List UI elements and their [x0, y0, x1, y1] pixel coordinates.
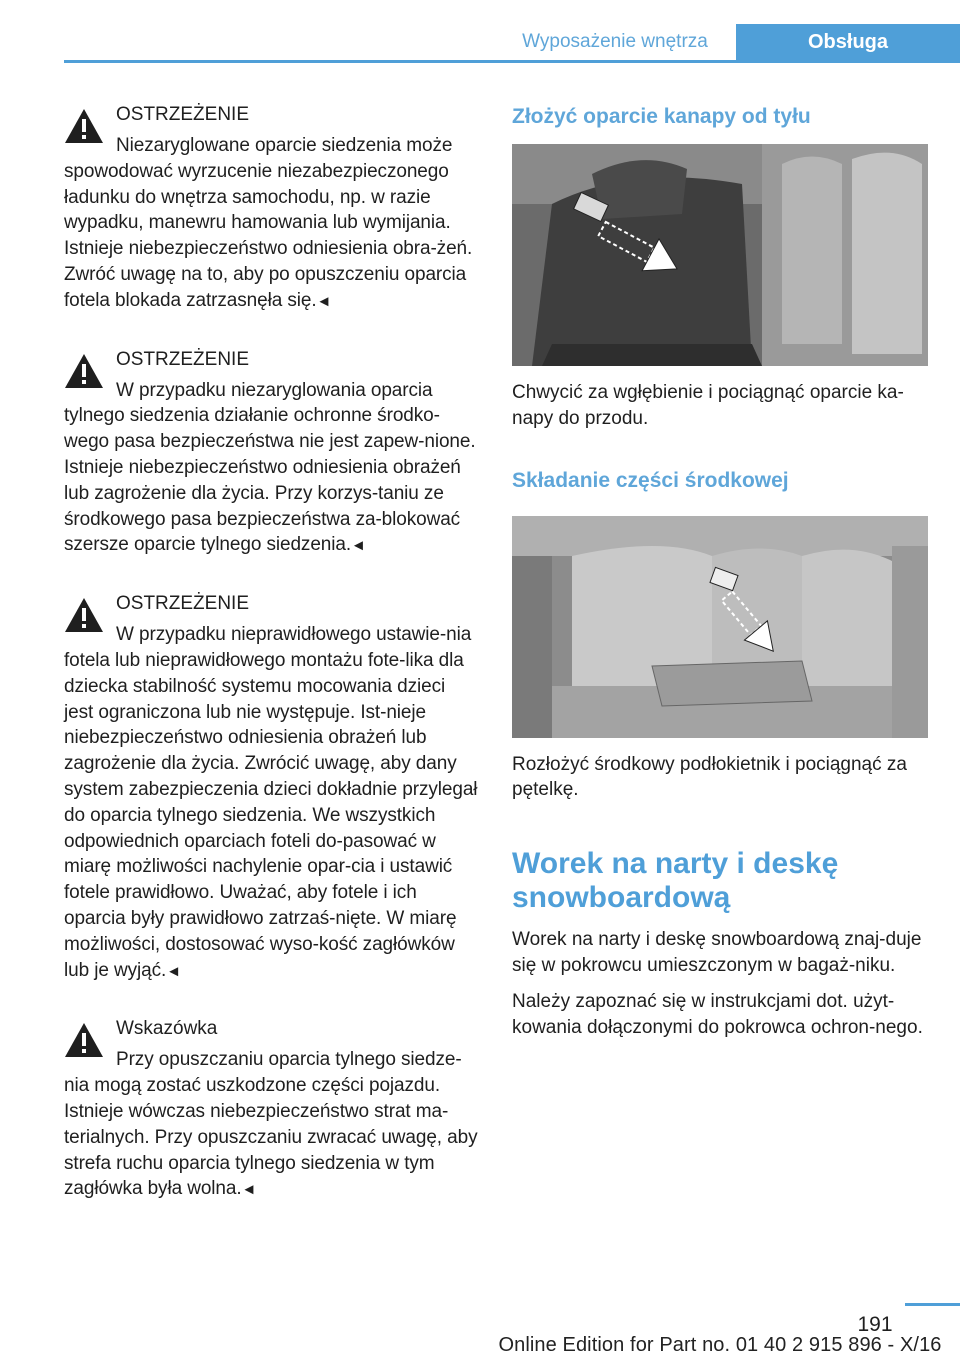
middle-section-text: Rozłożyć środkowy podłokietnik i pociągnąć za pętelkę.: [512, 753, 907, 801]
middle-section-heading: Składanie części środkowej: [512, 468, 789, 492]
header-section-title: Wyposażenie wnętrza: [522, 31, 708, 52]
end-mark: ◄: [166, 962, 181, 980]
middle-section-photo: [512, 516, 928, 738]
warning-block: [64, 589, 478, 984]
warning-title: OSTRZEŻENIE: [116, 104, 250, 125]
warning-text: W przypadku niezaryglowania oparcia tylnego siedzenia działanie ochronne środko‐wego pasa bezpieczeństwa nie jest zapew‐nione. Istnieje niebezpieczeństwo odniesienia obrażeń lub zagrożenie dla życia. Przy korzys‐taniu ze środkowego pasa bezpieczeństwa za‐blokować szersze oparcie tylnego siedzenia.◄: [64, 379, 476, 556]
warning-title: OSTRZEŻENIE: [116, 593, 250, 615]
note-title: Wskazówka: [116, 1018, 218, 1040]
end-mark: ◄: [241, 1181, 257, 1199]
warnings-column: [64, 100, 478, 1233]
note-text: Przy opuszczaniu oparcia tylnego siedze‐nia mogą zostać uszkodzone części pojazdu. Istnieje wówczas niebezpieczeństwo strat ma‐terialnych. Przy opuszczaniu zwracać uwagę, aby strefa ruchu oparcia tylnego siedzenia w tym zagłówka była wolna.◄: [64, 1049, 478, 1200]
ski-bag-heading: Worek na narty i deskę snowboardową: [512, 847, 839, 915]
fold-backrest-heading: Złożyć oparcie kanapy od tyłu: [512, 105, 811, 128]
end-mark: ◄: [351, 537, 366, 555]
warning-triangle-icon: [64, 108, 104, 144]
warning-title: OSTRZEŻENIE: [116, 348, 250, 370]
right-column: [512, 100, 928, 1040]
warning-triangle-icon: [64, 597, 104, 633]
warning-block: [64, 100, 478, 315]
warning-text: Niezaryglowane oparcie siedzenia może spowodować wyrzucenie niezabezpieczonego ładunku do wnętrza samochodu, np. w razie wypadku, manewru hamowania lub wymijania. Istnieje niebezpieczeństwo odniesienia obra‐żeń. Zwróć uwagę na to, aby po opuszczeniu oparcia fotela blokada zatrzasnęła się.◄: [64, 135, 473, 311]
header-rule: [64, 60, 960, 63]
note-triangle-icon: [64, 1022, 104, 1058]
warning-block: [64, 345, 478, 560]
ski-bag-text-1: Worek na narty i deskę snowboardową znaj‐duje się w pokrowcu umieszczonym w bagaż‐niku.: [512, 929, 922, 976]
header-chapter-tab: Obsługa: [736, 24, 960, 60]
edition-footer: Online Edition for Part no. 01 40 2 915 896 - X/16: [498, 1334, 942, 1356]
page-number: 191: [857, 1313, 893, 1336]
fold-backrest-text: Chwycić za wgłębienie i pociągnąć oparcie ka‐napy do przodu.: [512, 382, 904, 429]
ski-bag-text-2: Należy zapoznać się w instrukcjami dot. użyt‐kowania dołączonymi do pokrowca ochron‐nego.: [512, 990, 923, 1038]
note-block: [64, 1014, 478, 1203]
end-mark: ◄: [316, 292, 332, 310]
warning-text: W przypadku nieprawidłowego ustawie‐nia fotela lub nieprawidłowego montażu fote‐lika dla dziecka stabilność systemu mocowania dzieci jest ograniczona lub nie występuje. Ist‐nieje niebezpieczeństwo odniesienia obrażeń lub zagrożenie dla życia. Zwrócić uwagę, aby dany system zabezpieczenia dzieci dokładnie przylegał do oparcia tylnego siedzenia. We wszystkich odpowiednich oparciach foteli do‐pasować w miarę możliwości nachylenie opar‐cia i ustawić fotele prawidłowo. Uważać, aby fotele i ich oparcia były prawidłowo zatrzaś‐nięte. W miarę możliwości, dostosować wyso‐kość zagłówków lub je wyjąć.◄: [64, 624, 478, 981]
rear-seat-fold-photo: [512, 144, 928, 366]
warning-triangle-icon: [64, 353, 104, 389]
footer-rule: [905, 1303, 960, 1306]
